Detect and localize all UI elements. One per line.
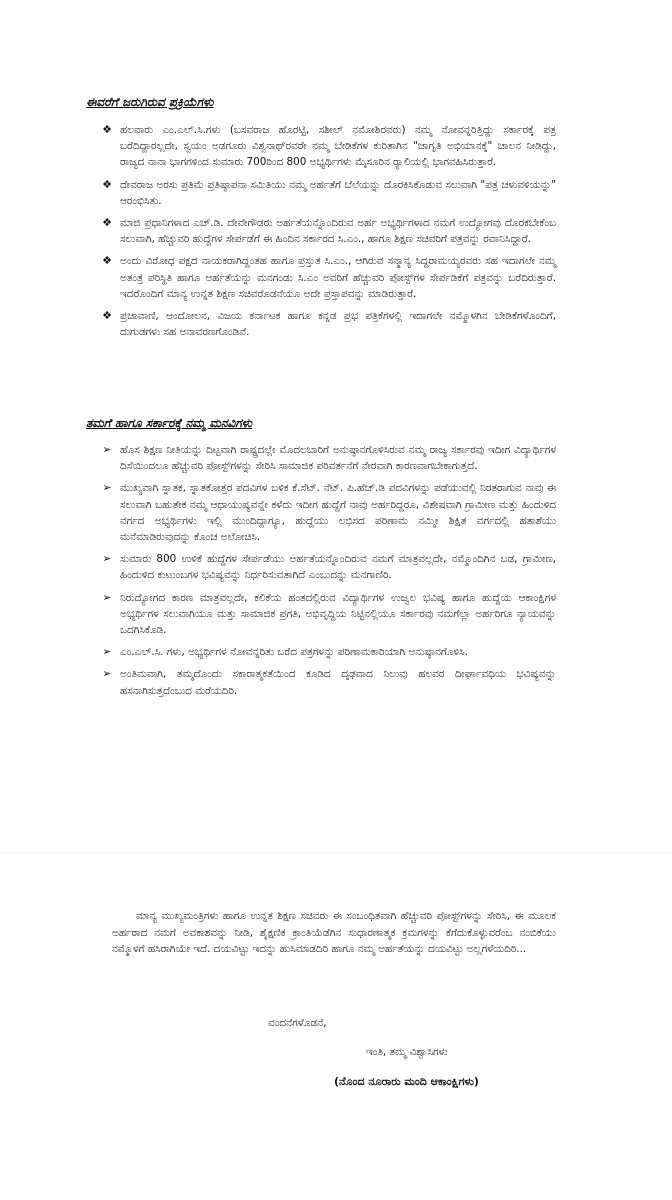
diamond-bullet-icon: ❖: [102, 254, 112, 268]
diamond-bullet-icon: ❖: [102, 123, 112, 136]
list-item-text: ದೇವರಾಜ ಅರಸು ಪ್ರತಿಮೆ ಪ್ರತಿಷ್ಠಾಪನಾ ಸಮಿತಿಯು ನಮ್ಮ ಅರ್ಹತೆಗೆ ಬೆಲೆಯನ್ನು ದೊರಕಿಸಿಕೊಡುವ ಸಲುವಾಗಿ "ಪತ್ರ ಚಳುವಳಿಯನ್ನು" ಆರಂಭಿಸಿತು.: [120, 178, 556, 207]
list-item: [102, 551, 556, 583]
arrow-bullet-icon: ➢: [102, 552, 112, 566]
list-item-text: ಎಂ.ಎಲ್.ಸಿ. ಗಳು, ಅಭ್ಯರ್ಥಿಗಳ ನೋವನ್ನರಿತು ಬರೆದ ಪತ್ರಗಳನ್ನು ಪರಿಣಾಮಕಾರಿಯಾಗಿ ಅನುಷ್ಠಾನಗೊಳಿಸಿ.: [120, 646, 468, 659]
list-item: [102, 177, 556, 209]
salutation: ವಂದನೆಗಳೊಡನೆ,: [268, 1017, 327, 1029]
list-item-text: ಹೊಸ ಶಿಕ್ಷಣ ನೀತಿಯನ್ನು ದಿಟ್ಟವಾಗಿ ರಾಷ್ಟ್ರದಲ್ಲೇ ಮೊದಲಬಾರಿಗೆ ಅನುಷ್ಠಾನಗೊಳಿಸಿರುವ ನಮ್ಮ ರಾಜ್ಯ ಸರ್ಕಾರವು ಇದೀಗ ವಿದ್ಯಾರ್ಥಿಗಳ ದಿಸೆಯಿಂದಲೂ ಹೆಚ್ಚುವರಿ ಪೋಸ್ಟ್‌ಗಳನ್ನು ಸೇರಿಸಿ ಸಾಮಾಜಿಕ ಪರಿವರ್ತನೆಗೆ ನೇರವಾಗಿ ಕಾರಣವಾಗಬೇಕಾಗುತ್ತದೆ.: [120, 444, 556, 473]
list-item: [102, 442, 556, 474]
diamond-bullet-icon: ❖: [102, 216, 112, 230]
section-heading-processes: ಈವರೆಗೆ ಜರುಗಿರುವ ಪ್ರಕ್ರಿಯೆಗಳು: [86, 95, 214, 109]
list-item: [102, 480, 556, 545]
signature: (ನೊಂದ ನೂರಾರು ಮಂದಿ ಆಕಾಂಕ್ಷಿಗಳು): [334, 1075, 479, 1088]
arrow-bullet-icon: ➢: [102, 667, 112, 681]
processes-list: [102, 122, 556, 346]
list-item-text: ಮಾಜಿ ಪ್ರಧಾನಿಗಳಾದ ಎಚ್.ಡಿ. ದೇವೇಗೌಡರು ಅರ್ಹತೆಯನ್ನೊಂದಿರುವ ಅರ್ಹ ಅಭ್ಯರ್ಥಿಗಳಾದ ನಮಗೆ ಉದ್ಯೋಗವು ದೊರಕಬೇಕೆಂಬ ಸಲುವಾಗಿ, ಹೆಚ್ಚುವರಿ ಹುದ್ದೆಗಳ ಸೇರ್ಪಡೆಗೆ ಈ ಹಿಂದಿನ ಸರ್ಕಾರದ ಸಿ.ಎಂ., ಹಾಗೂ ಶಿಕ್ಷಣ ಸಚಿವರಿಗೆ ಪತ್ರವನ್ನು ರವಾನಿಸಿದ್ದಾರೆ.: [120, 217, 556, 246]
page-break-divider: [0, 852, 672, 853]
arrow-bullet-icon: ➢: [102, 645, 112, 659]
list-item-text: ನಿರುದ್ಯೋಗದ ಕಾರಣ ಮಾತ್ರವಲ್ಲದೇ, ಕಲಿಕೆಯ ಹಂತದಲ್ಲಿರುವ ವಿದ್ಯಾರ್ಥಿಗಳ ಉಜ್ವಲ ಭವಿಷ್ಯ ಹಾಗೂ ಹುದ್ದೆಯ ಆಕಾಂಕ್ಷಿಗಳ ಅಭ್ಯರ್ಥಿಗಳ ಸಲುವಾಗಿಯೂ ಮತ್ತು ಸಾಮಾಜಿಕ ಪ್ರಗತಿ, ಅಭಿವೃದ್ಧಿಯ ನಿಟ್ಟಿನಲ್ಲಿಯೂ ಸರ್ಕಾರವು ನಮಗೆಲ್ಲಾ ಅರ್ಹರಿಗೂ ನ್ಯಾಯವನ್ನು ಒದಗಿಸಿಕೊಡಿ.: [120, 591, 556, 637]
requests-list: [102, 442, 556, 705]
list-item-text: ಪ್ರಜಾವಾಣಿ, ಆಂದೋಲನ, ವಿಜಯ ಕರ್ನಾಟಕ ಹಾಗೂ ಕನ್ನಡ ಪ್ರಭ ಪತ್ರಿಕೆಗಳಲ್ಲಿ ಇದಾಗಲೇ ನಮ್ಮೊಳಗಿನ ಬೇಡಿಕೆಗಳೊಂದಿಗೆ, ದುಗುಡಗಳು ಸಹ ಅನಾವರಣಗೊಂಡಿವೆ.: [120, 310, 556, 339]
list-item: [102, 644, 556, 660]
list-item-text: ಸುಮಾರು 800 ಉಳಿಕೆ ಹುದ್ದೆಗಳ ಸೇರ್ಪಡೆಯು ಅರ್ಹತೆಯನ್ನೊಂದಿರುವ ನಮಗೆ ಮಾತ್ರವಲ್ಲದೇ, ನಮ್ಮೊಂದಿಗಿನ ಬಡ, ಗ್ರಾಮೀಣ, ಹಿಂದುಳಿದ ಕುಟುಂಬಗಳ ಭವಿಷ್ಯವನ್ನು ನಿರ್ಧರಿಸುವತಾಗಿದೆ ಎಂಬುದನ್ನು ಮನಗಾಣಿರಿ.: [120, 553, 556, 582]
list-item-text: ಮುಖ್ಯವಾಗಿ ಸ್ನಾತಕ, ಸ್ನಾತಕೋತ್ತರ ಪದವಿಗಳ ಬಳಿಕ ಕೆ.ಸೆಟ್. ನೆಟ್. ಪಿ.ಹೆಚ್.ಡಿ ಪದವಿಗಳನ್ನು ಪಡೆಯುವಲ್ಲಿ ನಿರತರಾಗುವ ನಾವು ಈ ಸಲುವಾಗಿ ಬಹುತೇಕ ನಮ್ಮ ಆಧಾಯುಷ್ಯವನ್ನೇ ಕಳೆದು ಇದೀಗ ಹುದ್ದೆಗೆ ನಾವು ಅರ್ಹರಿದ್ದರೂ, ವಿಶೇಷವಾಗಿ ಗ್ರಾಮೀಣ ಮತ್ತು ಹಿಂದುಳಿದ ವರ್ಗದ ಅಭ್ಯರ್ಥಿಗಳು ಇಲ್ಲಿ ಮುಂದಿದ್ದಾಗ್ಯೂ, ಹುದ್ದೆಯು ಲಭಿಸದ ಪರಿಣಾಮ ನಮ್ಮೀ ಶಿಕ್ಷಿತ ವರ್ಗದಲ್ಲಿ ಹತಾಶೆಯು ಮನೆಮಾಡಿರುವುದನ್ನು ಕೊಂಚ ಅಲೋಚಿಸಿ.: [120, 482, 556, 544]
diamond-bullet-icon: ❖: [102, 177, 112, 191]
list-item: [102, 215, 556, 247]
list-item-text: ಅಂತಿಮವಾಗಿ, ತಮ್ಮದೊಂದು ಸಕಾರಾತ್ಮಕತೆಯಿಂದ ಕೂಡಿದ ದೃಢವಾದ ನಿಲುವು ಹಲವರ ದೀರ್ಘಾವಧಿಯ ಭವಿಷ್ಯವನ್ನು ಹಸನಾಗಿಸುತ್ತದೆಂಬುದ ಮರೆಯದಿರಿ.: [120, 668, 556, 697]
arrow-bullet-icon: ➢: [102, 481, 112, 495]
list-item: [102, 122, 556, 171]
list-item: [102, 590, 556, 639]
arrow-bullet-icon: ➢: [102, 590, 112, 604]
diamond-bullet-icon: ❖: [102, 309, 112, 323]
list-item: [102, 253, 556, 302]
section-heading-requests: ತಮಗೆ ಹಾಗೂ ಸರ್ಕಾರಕ್ಕೆ ನಮ್ಮ ಮನವಿಗಳು: [86, 416, 253, 430]
list-item-text: ಹಲವಾರು ಎಂ.ಎಲ್.ಸಿ.ಗಳು (ಬಸವರಾಜ ಹೊರಟ್ಟಿ, ಸಶೀಲ್ ನಮೋಶಿರವರು) ನಮ್ಮ ನೋವನ್ನರಿತ್ತಿದ್ದು ಸರ್ಕಾರಕ್ಕೆ ಪತ್ರ ಬರೆದಿದ್ದಾರಲ್ಲದೇ, ಸ್ವಯಂ ಅಡಗೂರು ವಿಶ್ವನಾಥ್‌ರವರೇ ನಮ್ಮ ಬೇಡಿಕೆಗಳ ಕುರಿತಾಗಿನ "ಜಾಗೃತಿ ಅಭಿಯಾನಕ್ಕೆ" ಚಾಲನ ನೀಡಿದ್ದು, ರಾಜ್ಯದ ನಾನಾ ಭಾಗಗಳಿಂದ ಸುಮಾರು 700ರಿಂದ 800 ಅಭ್ಯರ್ಥಿಗಳು ಮೈಸೂರಿನ ರ‍್ಯಾಲಿಯಲ್ಲಿ ಭಾಗವಹಿಸಿರುತ್ತಾರೆ.: [120, 124, 556, 169]
list-item: [102, 666, 556, 698]
list-item: [102, 308, 556, 340]
list-item-text: ಅಂದು ವಿರೋಧ ಪಕ್ಷದ ನಾಯಕರಾಗಿದ್ದಂತಹ ಹಾಗೂ ಪ್ರಸ್ತುತ ಸಿ.ಎಂ., ಆಗಿರುವ ಸನ್ಮಾನ್ಯ ಸಿದ್ದರಾಮಯ್ಯರವರು ಸಹ ಇದಾಗಲೇ ನಮ್ಮ ಅತಂತ್ರ ಪರಿಸ್ಥಿತಿ ಹಾಗೂ ಅರ್ಹತೆಯನ್ನು ಮನಗಂಡು ಸಿ.ಎಂ ಅವರಿಗೆ ಹೆಚ್ಚುವರಿ ಪೋಸ್ಟ್‌ಗಳ ಸೇರ್ಪಡಿಕೆಗೆ ಪತ್ರವನ್ನು ಬರೆದಿರುತ್ತಾರೆ. ಇದರೊಂದಿಗೆ ಮಾನ್ಯ ಉನ್ನತ ಶಿಕ್ಷಣ ಸಚಿವರೊಡನೆಯೂ ಅದೇ ಪ್ರಸ್ತಾಪವನ್ನು ಮಾಡಿರುತ್ತಾರೆ.: [120, 255, 556, 300]
arrow-bullet-icon: ➢: [102, 443, 112, 456]
regards-line: ಇಂತಿ, ತಮ್ಮ ವಿಶ್ವಾಸಿಗಳು: [366, 1046, 448, 1058]
closing-paragraph: ಮಾನ್ಯ ಮುಖ್ಯಮಂತ್ರಿಗಳು ಹಾಗೂ ಉನ್ನತ ಶಿಕ್ಷಣ ಸಚಿವರು ಈ ಸಂಬಂಧಿತವಾಗಿ ಹೆಚ್ಚುವರಿ ಪೋಸ್ಟ್‌ಗಳನ್ನು ಸೇರಿಸಿ, ಈ ಮೂಲಕ ಅರ್ಹರಾದ ನಮಗೆ ಅವಕಾಶವನ್ನು ನೀಡಿ, ಶೈಕ್ಷಣಿಕ ಕ್ರಾಂತಿಯೆಡೆಗಿನ ಸುಧಾರಣಾತ್ಮಕ ಕ್ರಮಗಳನ್ನು ಕೆಗೆದುಕೊಳ್ಳುವರೆಂಬ ನಂಬಿಕೆಯು ನಮ್ಮೊಳಗೆ ಹಸಿರಾಗಿಯೇ ಇದೆ. ದಯವಿಟ್ಟು ಇದನ್ನು ಹುಸಿಮಾಡದಿರಿ ಹಾಗೂ ನಮ್ಮ ಅರ್ಹತೆಯನ್ನು ದಯವಿಟ್ಟು ಅಲ್ಲಗಳೆಯದಿರಿ...: [112, 910, 556, 956]
